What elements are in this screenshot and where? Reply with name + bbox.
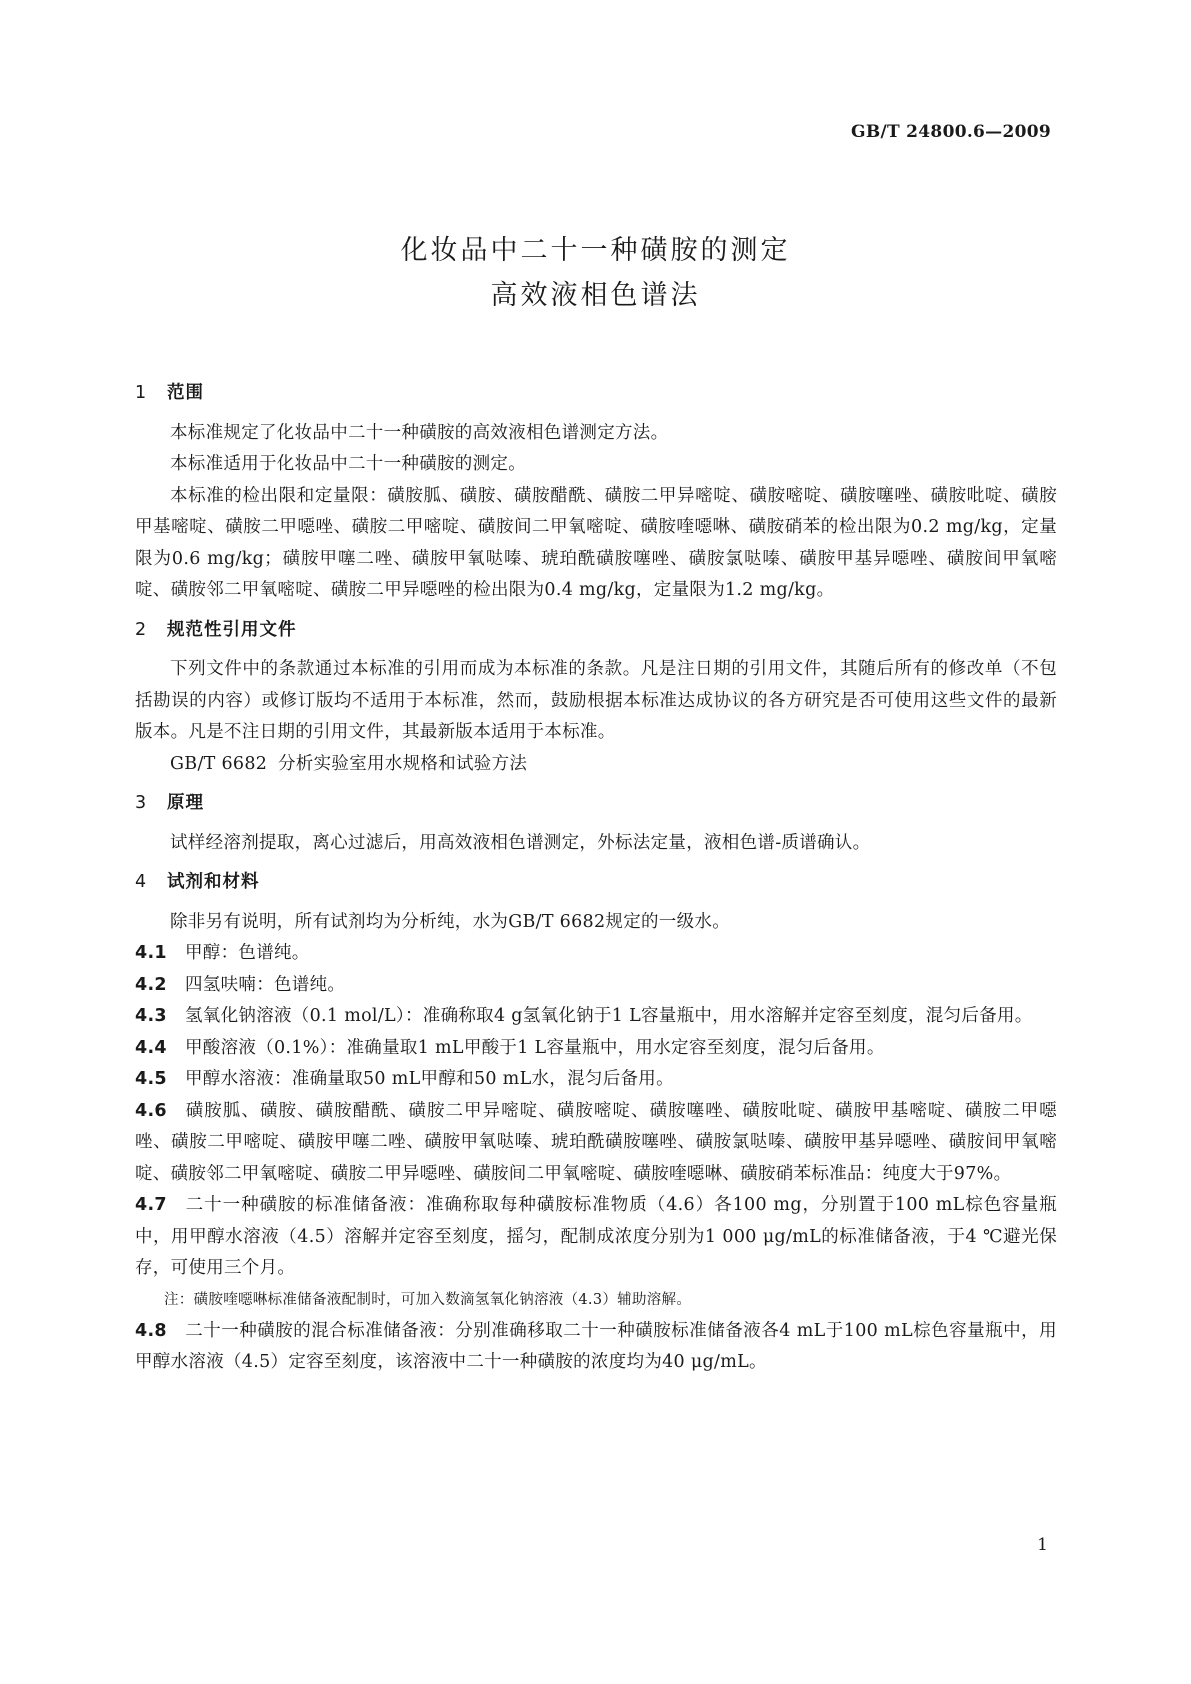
paragraph: 本标准适用于化妆品中二十一种磺胺的测定。 — [170, 454, 526, 474]
section-title: 范围 — [167, 383, 204, 403]
section-heading-principle — [135, 788, 1057, 820]
clause-4-5 — [135, 1064, 1057, 1096]
section-title: 试剂和材料 — [167, 872, 260, 892]
section-heading-scope — [135, 378, 1057, 410]
reference-title: 分析实验室用水规格和试验方法 — [278, 753, 528, 774]
document-subtitle: 高效液相色谱法 — [490, 280, 701, 311]
section-heading-normative-references — [135, 615, 1057, 647]
clause-4-3 — [135, 1001, 1057, 1033]
clause-4-8 — [135, 1316, 1057, 1379]
clause-text: 甲酸溶液（0.1%）：准确量取1 mL甲酸于1 L容量瓶中，用水定容至刻度，混匀后备用。 — [185, 1037, 885, 1058]
clause-text: 二十一种磺胺的混合标准储备液：分别准确移取二十一种磺胺标准储备液各4 mL于100 mL棕色容量瓶中，用甲醇水溶液（4.5）定容至刻度，该溶液中二十一种磺胺的浓度均为40 μg/mL。 — [135, 1320, 1057, 1372]
section-title: 原理 — [167, 793, 204, 813]
clause-4-7 — [135, 1190, 1057, 1285]
standard-number: GB/T 24800.6—2009 — [851, 122, 1051, 142]
paragraph: 本标准的检出限和定量限：磺胺胍、磺胺、磺胺醋酰、磺胺二甲异嘧啶、磺胺嘧啶、磺胺噻唑、磺胺吡啶、磺胺甲基嘧啶、磺胺二甲噁唑、磺胺二甲嘧啶、磺胺间二甲氧嘧啶、磺胺喹噁啉、磺胺硝苯的检出限为0.2 mg/kg，定量限为0.6 mg/kg；磺胺甲噻二唑、磺胺甲氧哒嗪、琥珀酰磺胺噻唑、磺胺氯哒嗪、磺胺甲基异噁唑、磺胺间甲氧嘧啶、磺胺邻二甲氧嘧啶、磺胺二甲异噁唑的检出限为0.4 mg/kg，定量限为1.2 mg/kg。 — [135, 485, 1057, 600]
note: 注：磺胺喹噁啉标准储备液配制时，可加入数滴氢氧化钠溶液（4.3）辅助溶解。 — [164, 1291, 692, 1308]
clause-text: 甲醇水溶液：准确量取50 mL甲醇和50 mL水，混匀后备用。 — [185, 1069, 674, 1089]
clause-4-4 — [135, 1033, 1057, 1065]
page-number: 1 — [1037, 1535, 1048, 1555]
section-number: 3 — [135, 793, 148, 813]
document-title: 化妆品中二十一种磺胺的测定 — [400, 235, 791, 266]
section-heading-reagents — [135, 867, 1057, 899]
clause-number: 4.7 — [135, 1195, 167, 1215]
clause-number: 4.4 — [135, 1037, 167, 1058]
section-number: 1 — [135, 383, 148, 403]
clause-number: 4.5 — [135, 1069, 167, 1089]
clause-number: 4.6 — [135, 1100, 167, 1121]
clause-text: 甲醇：色谱纯。 — [185, 943, 310, 963]
section-number: 2 — [135, 619, 148, 640]
clause-text: 磺胺胍、磺胺、磺胺醋酰、磺胺二甲异嘧啶、磺胺嘧啶、磺胺噻唑、磺胺吡啶、磺胺甲基嘧啶、磺胺二甲噁唑、磺胺二甲嘧啶、磺胺甲噻二唑、磺胺甲氧哒嗪、琥珀酰磺胺噻唑、磺胺氯哒嗪、磺胺甲基异噁唑、磺胺间甲氧嘧啶、磺胺邻二甲氧嘧啶、磺胺二甲异噁唑、磺胺间二甲氧嘧啶、磺胺喹噁啉、磺胺硝苯标准品：纯度大于97%。 — [135, 1100, 1057, 1184]
clause-4-2 — [135, 970, 1057, 1002]
clause-number: 4.8 — [135, 1320, 167, 1341]
paragraph: 本标准规定了化妆品中二十一种磺胺的高效液相色谱测定方法。 — [170, 422, 669, 443]
paragraph: 试样经溶剂提取，离心过滤后，用高效液相色谱测定，外标法定量，液相色谱-质谱确认。 — [170, 832, 871, 853]
clause-4-1 — [135, 938, 1057, 970]
reference-code: GB/T 6682 — [170, 753, 268, 774]
section-number: 4 — [135, 872, 148, 892]
clause-number: 4.3 — [135, 1006, 167, 1026]
clause-text: 氢氧化钠溶液（0.1 mol/L）：准确称取4 g氢氧化钠于1 L容量瓶中，用水溶解并定容至刻度，混匀后备用。 — [185, 1006, 1033, 1026]
clause-number: 4.1 — [135, 943, 167, 963]
section-title: 规范性引用文件 — [167, 619, 297, 640]
paragraph: 下列文件中的条款通过本标准的引用而成为本标准的条款。凡是注日期的引用文件，其随后所有的修改单（不包括勘误的内容）或修订版均不适用于本标准，然而，鼓励根据本标准达成协议的各方研究是否可使用这些文件的最新版本。凡是不注日期的引用文件，其最新版本适用于本标准。 — [135, 659, 1057, 742]
clause-text: 二十一种磺胺的标准储备液：准确称取每种磺胺标准物质（4.6）各100 mg，分别置于100 mL棕色容量瓶中，用甲醇水溶液（4.5）溶解并定容至刻度，摇匀，配制成浓度分别为1 000 μg/mL的标准储备液，于4 ℃避光保存，可使用三个月。 — [135, 1195, 1057, 1278]
reference-entry — [135, 749, 1057, 781]
clause-number: 4.2 — [135, 974, 167, 995]
document-body — [135, 370, 1057, 1379]
clause-text: 四氢呋喃：色谱纯。 — [185, 974, 346, 995]
paragraph: 除非另有说明，所有试剂均为分析纯，水为GB/T 6682规定的一级水。 — [170, 911, 731, 932]
clause-4-6 — [135, 1096, 1057, 1191]
